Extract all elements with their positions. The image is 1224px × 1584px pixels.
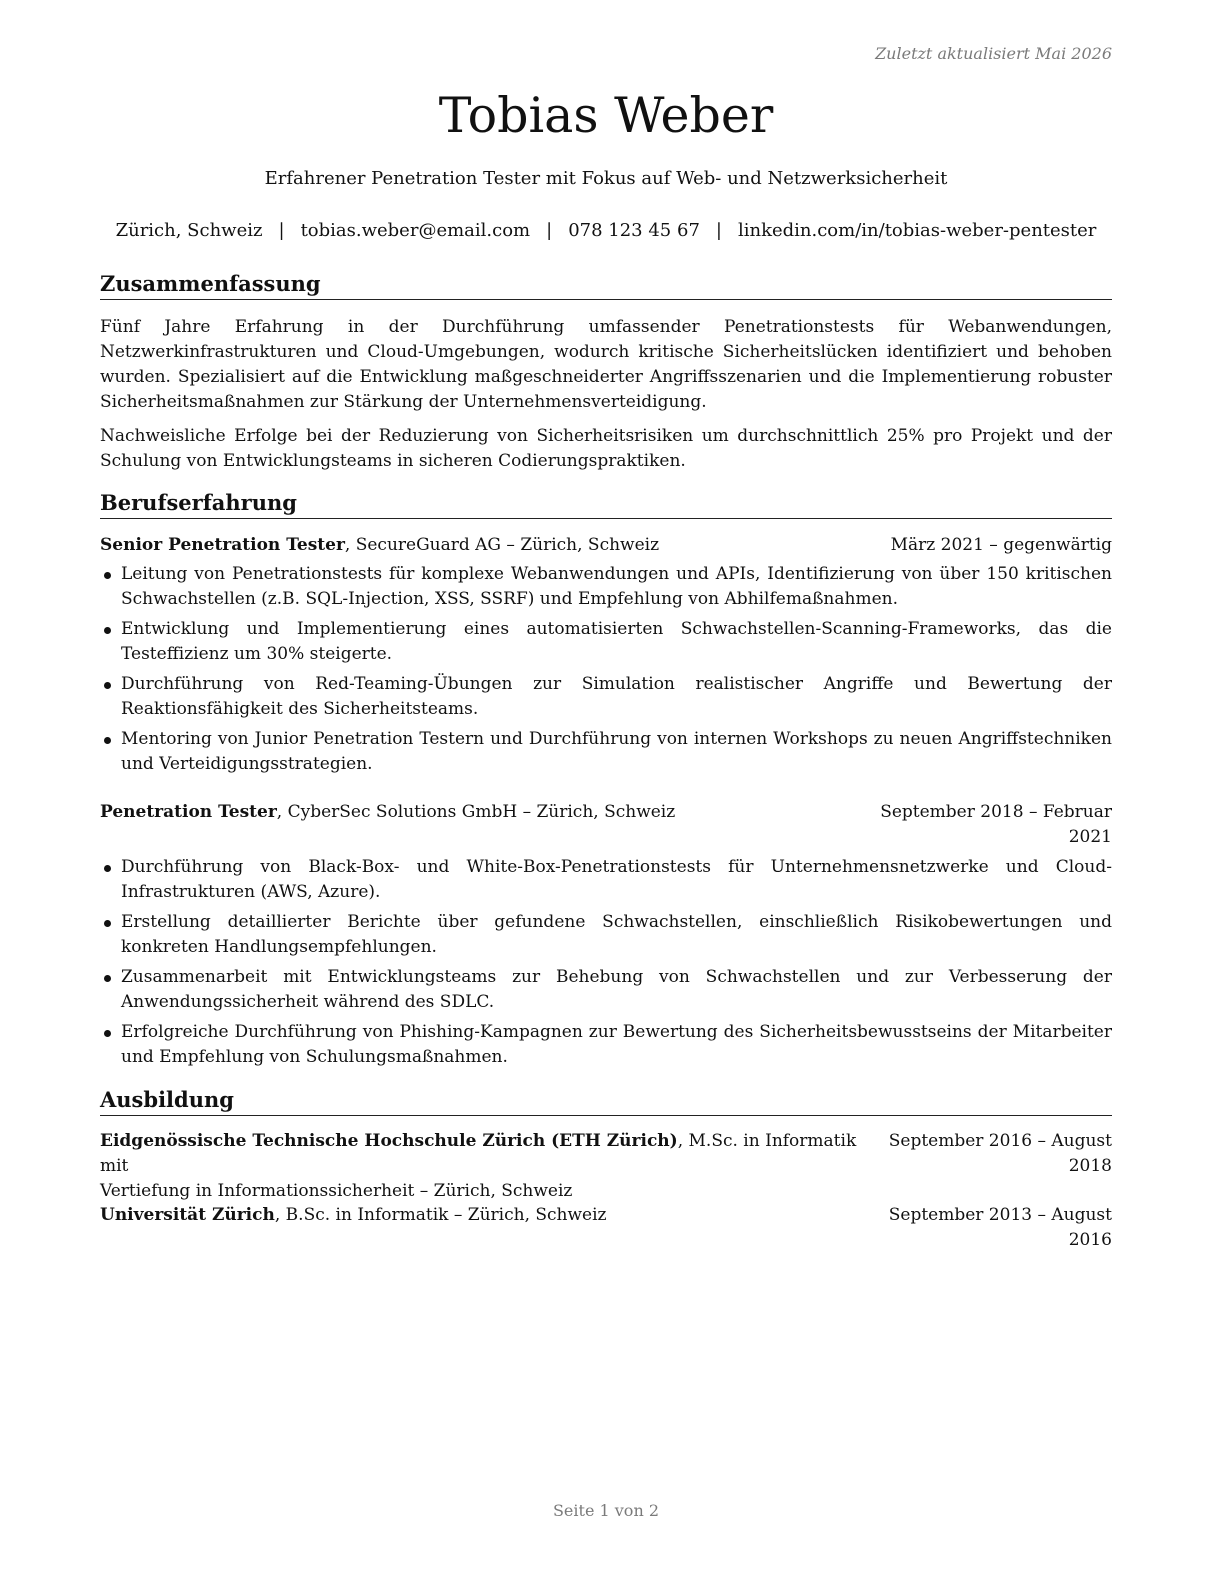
- tagline: Erfahrener Penetration Tester mit Fokus auf Web- und Netzwerksicherheit: [264, 168, 948, 189]
- degree: , B.Sc. in Informatik – Zürich, Schweiz: [274, 1205, 607, 1225]
- education-dates: September 2016 – August 2018: [888, 1131, 1112, 1176]
- job-dates: September 2018 – Februar 2021: [880, 802, 1112, 847]
- list-item: Erfolgreiche Durchführung von Phishing-Kampagnen zur Bewertung des Sicherheitsbewusstseins der Mitarbeiter und Empfehlung von Schulungsmaßnahmen.: [100, 1020, 1112, 1070]
- candidate-name: Tobias Weber: [438, 87, 774, 144]
- job-bullets: [100, 562, 1112, 782]
- contact-separator: |: [278, 220, 285, 241]
- school-name: Universität Zürich: [100, 1205, 275, 1225]
- list-item: Mentoring von Junior Penetration Testern und Durchführung von internen Workshops zu neuen Angriffstechniken und Verteidigungsstrategien.: [100, 727, 1112, 777]
- school-name: Eidgenössische Technische Hochschule Zürich (ETH Zürich): [100, 1131, 678, 1151]
- job-org: , SecureGuard AG – Zürich, Schweiz: [344, 535, 660, 555]
- section-title-summary: Zusammenfassung: [100, 271, 1112, 300]
- list-item: Erstellung detaillierter Berichte über gefundene Schwachstellen, einschließlich Risikobewertungen und konkreten Handlungsempfehlungen.: [100, 910, 1112, 960]
- list-item: Entwicklung und Implementierung eines automatisierten Schwachstellen-Scanning-Frameworks, das die Testeffizienz um 30% steigerte.: [100, 617, 1112, 667]
- section-title-education: Ausbildung: [100, 1087, 1112, 1116]
- contact-linkedin[interactable]: linkedin.com/in/tobias-weber-pentester: [737, 220, 1097, 241]
- resume-page: [100, 0, 1112, 1584]
- education-entry: [100, 1129, 880, 1204]
- list-item: Durchführung von Black-Box- und White-Box-Penetrationstests für Unternehmensnetzwerke und Cloud-Infrastrukturen (AWS, Azure).: [100, 855, 1112, 905]
- contact-line: [100, 219, 1112, 243]
- job-dates: März 2021 – gegenwärtig: [890, 535, 1112, 555]
- summary-paragraph: Fünf Jahre Erfahrung in der Durchführung umfassender Penetrationstests für Webanwendungen, Netzwerkinfrastrukturen und Cloud-Umgebungen, wodurch kritische Sicherheitslücken identifiziert und behoben wurden. Spezialisiert auf die Entwicklung maßgeschneiderter Angriffsszenarien und die Implementierung robuster Sicherheitsmaßnahmen zur Stärkung der Unternehmensverteidigung.: [100, 317, 1112, 412]
- contact-phone[interactable]: 078 123 45 67: [568, 220, 700, 241]
- job-role: Senior Penetration Tester: [100, 535, 345, 555]
- degree: , M.Sc. in Informatik mit: [100, 1131, 857, 1176]
- job-org: , CyberSec Solutions GmbH – Zürich, Schweiz: [276, 802, 676, 822]
- degree-detail: Vertiefung in Informationssicherheit – Zürich, Schweiz: [100, 1181, 573, 1201]
- summary-paragraph: Nachweisliche Erfolge bei der Reduzierung von Sicherheitsrisiken um durchschnittlich 25% pro Projekt und der Schulung von Entwicklungsteams in sicheren Codierungspraktiken.: [100, 426, 1112, 471]
- job-role: Penetration Tester: [100, 802, 277, 822]
- contact-separator: |: [715, 220, 722, 241]
- last-updated: Zuletzt aktualisiert Mai 2026: [875, 44, 1112, 63]
- contact-separator: |: [546, 220, 553, 241]
- job-header: [100, 800, 1112, 850]
- contact-email[interactable]: tobias.weber@email.com: [300, 220, 531, 241]
- section-title-experience: Berufserfahrung: [100, 490, 1112, 519]
- list-item: Leitung von Penetrationstests für komplexe Webanwendungen und APIs, Identifizierung von über 150 kritischen Schwachstellen (z.B. SQL-Injection, XSS, SSRF) und Empfehlung von Abhilfemaßnahmen.: [100, 562, 1112, 612]
- page-number: Seite 1 von 2: [552, 1501, 660, 1520]
- list-item: Durchführung von Red-Teaming-Übungen zur Simulation realistischer Angriffe und Bewertung der Reaktionsfähigkeit des Sicherheitsteams.: [100, 672, 1112, 722]
- list-item: Zusammenarbeit mit Entwicklungsteams zur Behebung von Schwachstellen und zur Verbesserung der Anwendungssicherheit während des SDLC.: [100, 965, 1112, 1015]
- job-bullets: [100, 855, 1112, 1075]
- education-entry: [100, 1203, 880, 1228]
- education-dates: September 2013 – August 2016: [888, 1205, 1112, 1250]
- contact-location: Zürich, Schweiz: [115, 220, 263, 241]
